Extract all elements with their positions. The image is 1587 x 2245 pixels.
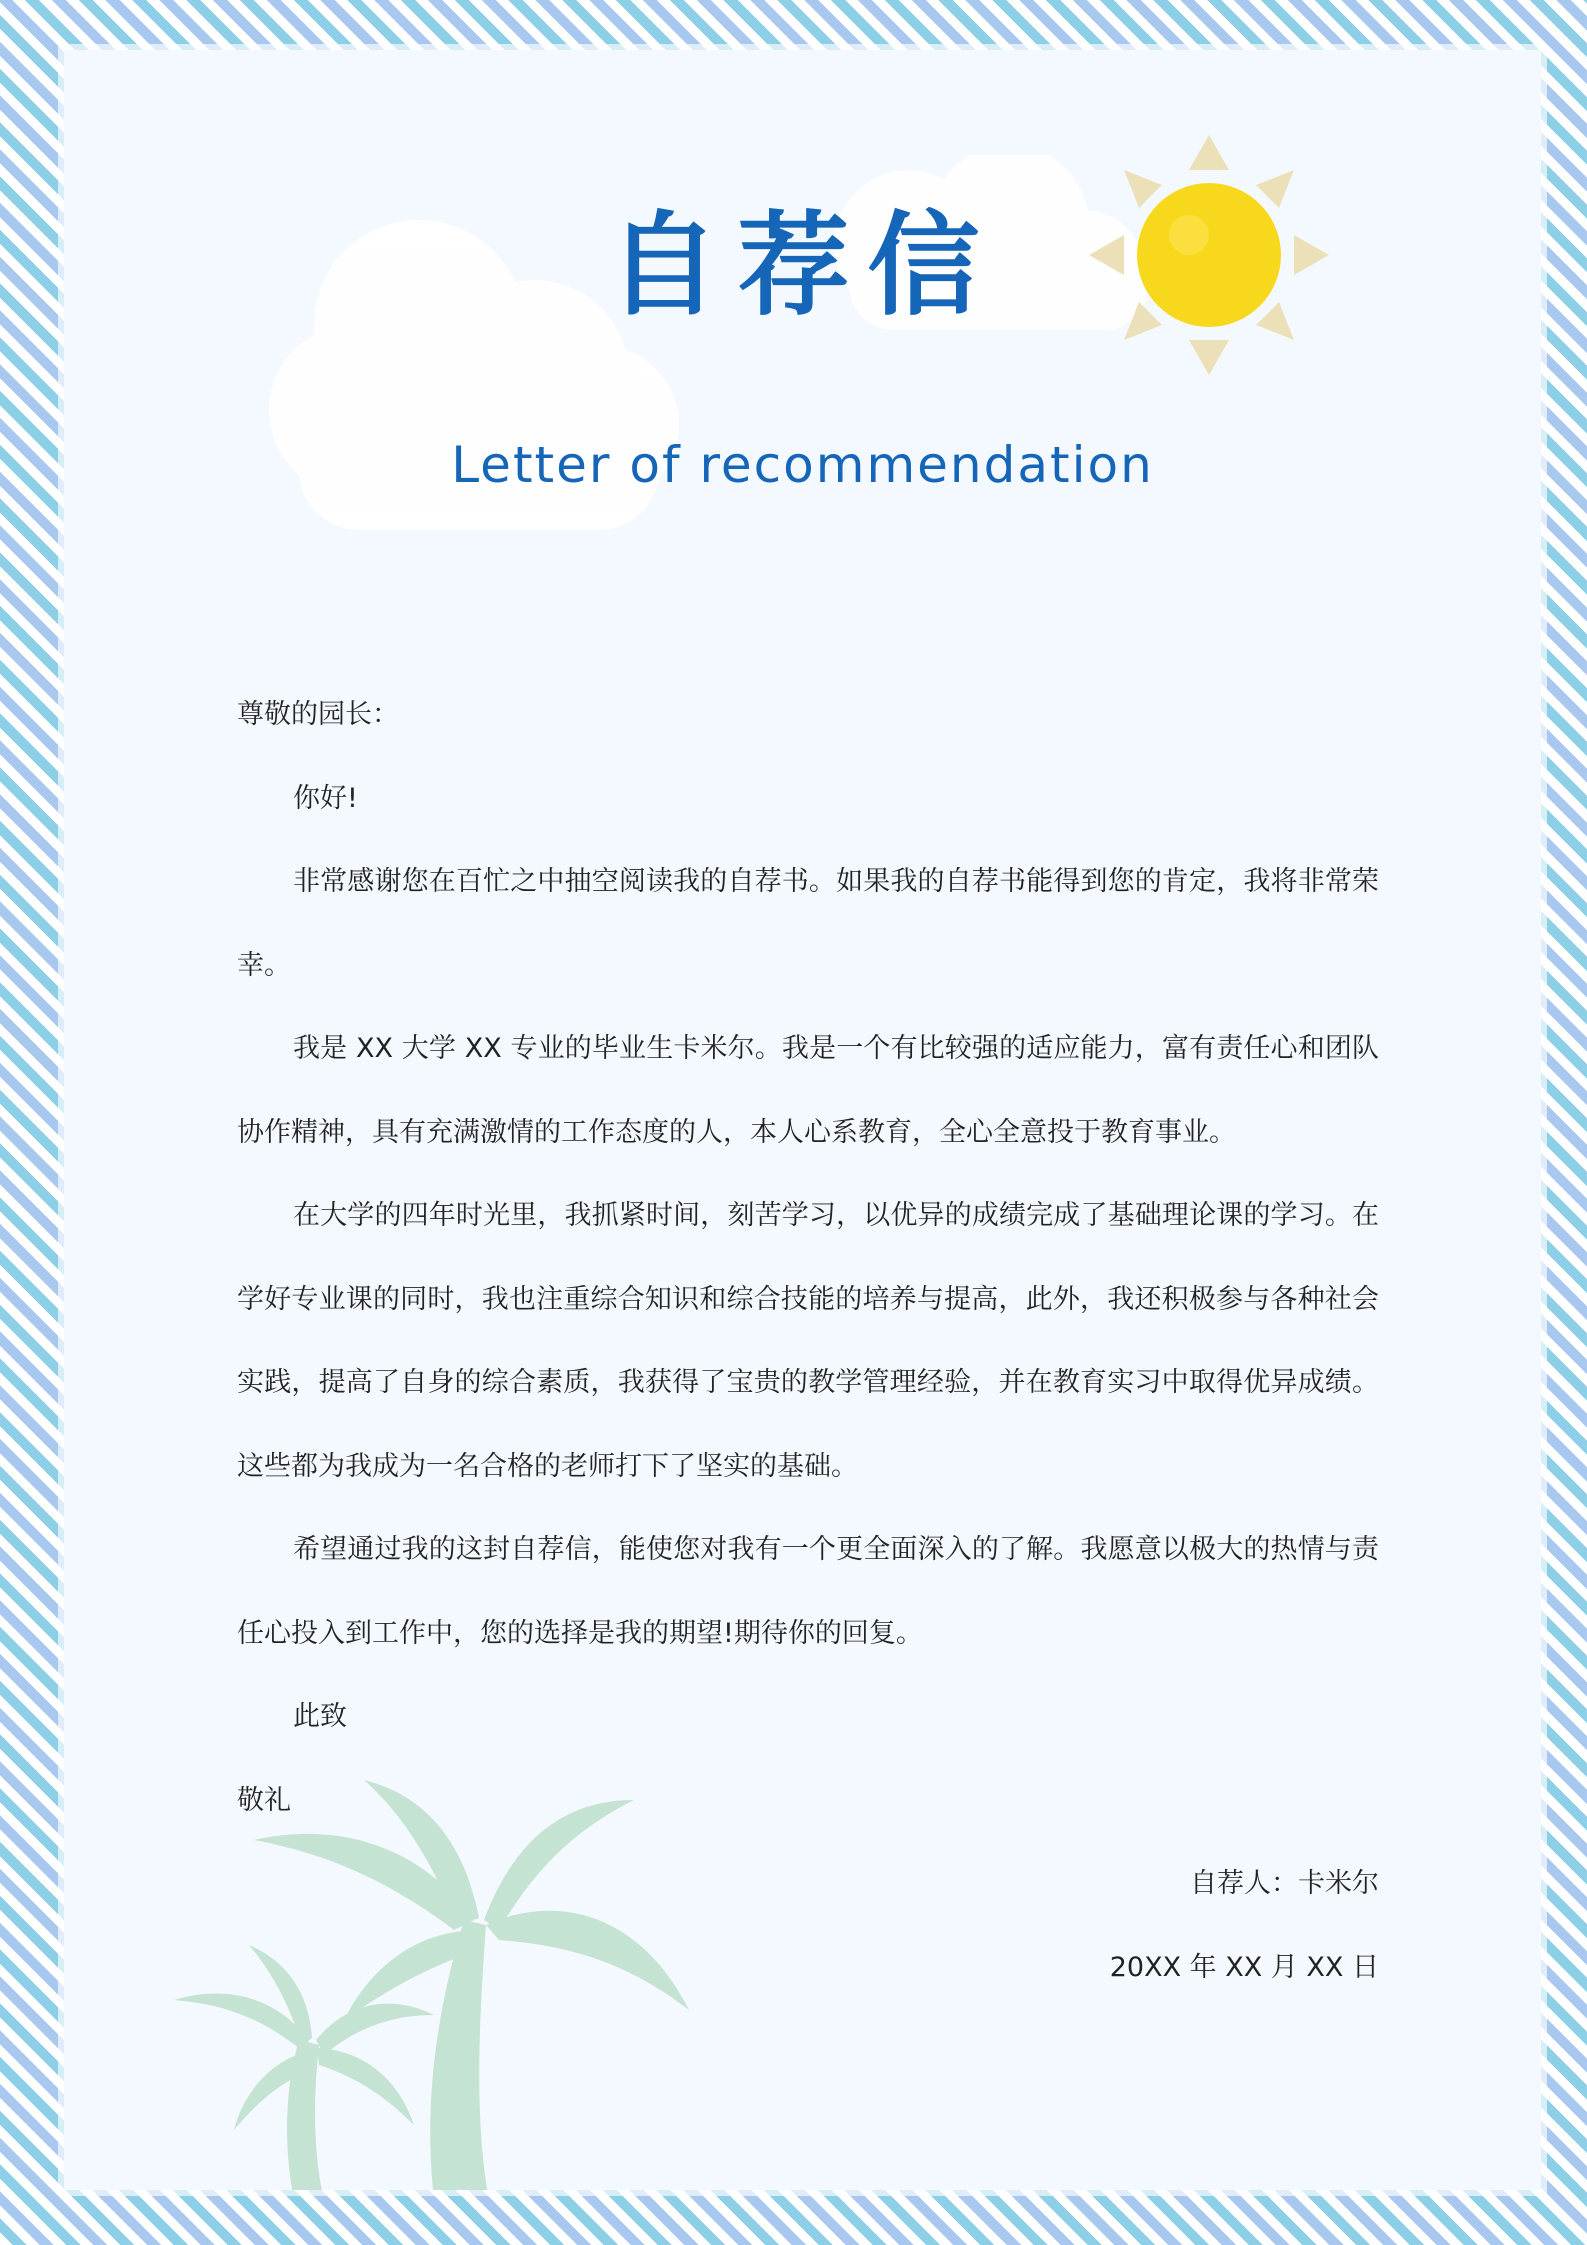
letter-paragraph: 非常感谢您在百忙之中抽空阅读我的自荐书。如果我的自荐书能得到您的肯定，我将非常荣幸。 [237,866,1379,981]
letter-body [237,673,1379,2009]
page-title: 自荐信 [607,201,998,331]
letter-paragraph: 希望通过我的这封自荐信，能使您对我有一个更全面深入的了解。我愿意以极大的热情与责任心投入到工作中，您的选择是我的期望!期待你的回复。 [237,1534,1379,1649]
salutation: 尊敬的园长： [237,699,399,730]
closing-line-1: 此致 [293,1701,347,1732]
letter-paragraph: 在大学的四年时光里，我抓紧时间，刻苦学习，以优异的成绩完成了基础理论课的学习。在学好专业课的同时，我也注重综合知识和综合技能的培养与提高，此外，我还积极参与各种社会实践，提高了自身的综合素质，我获得了宝贵的教学管理经验，并在教育实习中取得优异成绩。这些都为我成为一名合格的老师打下了坚实的基础。 [237,1200,1379,1482]
closing-line-2: 敬礼 [237,1784,291,1816]
letter-paragraph: 我是 XX 大学 XX 专业的毕业生卡米尔。我是一个有比较强的适应能力，富有责任心和团队协作精神，具有充满激情的工作态度的人，本人心系教育，全心全意投于教育事业。 [237,1033,1379,1148]
signature: 自荐人：卡米尔 [1190,1868,1379,1899]
greeting: 你好! [293,782,358,814]
date: 20XX 年 XX 月 XX 日 [1109,1951,1379,1983]
page-subtitle: Letter of recommendation [451,436,1154,494]
letter-sheet [64,50,1541,2190]
